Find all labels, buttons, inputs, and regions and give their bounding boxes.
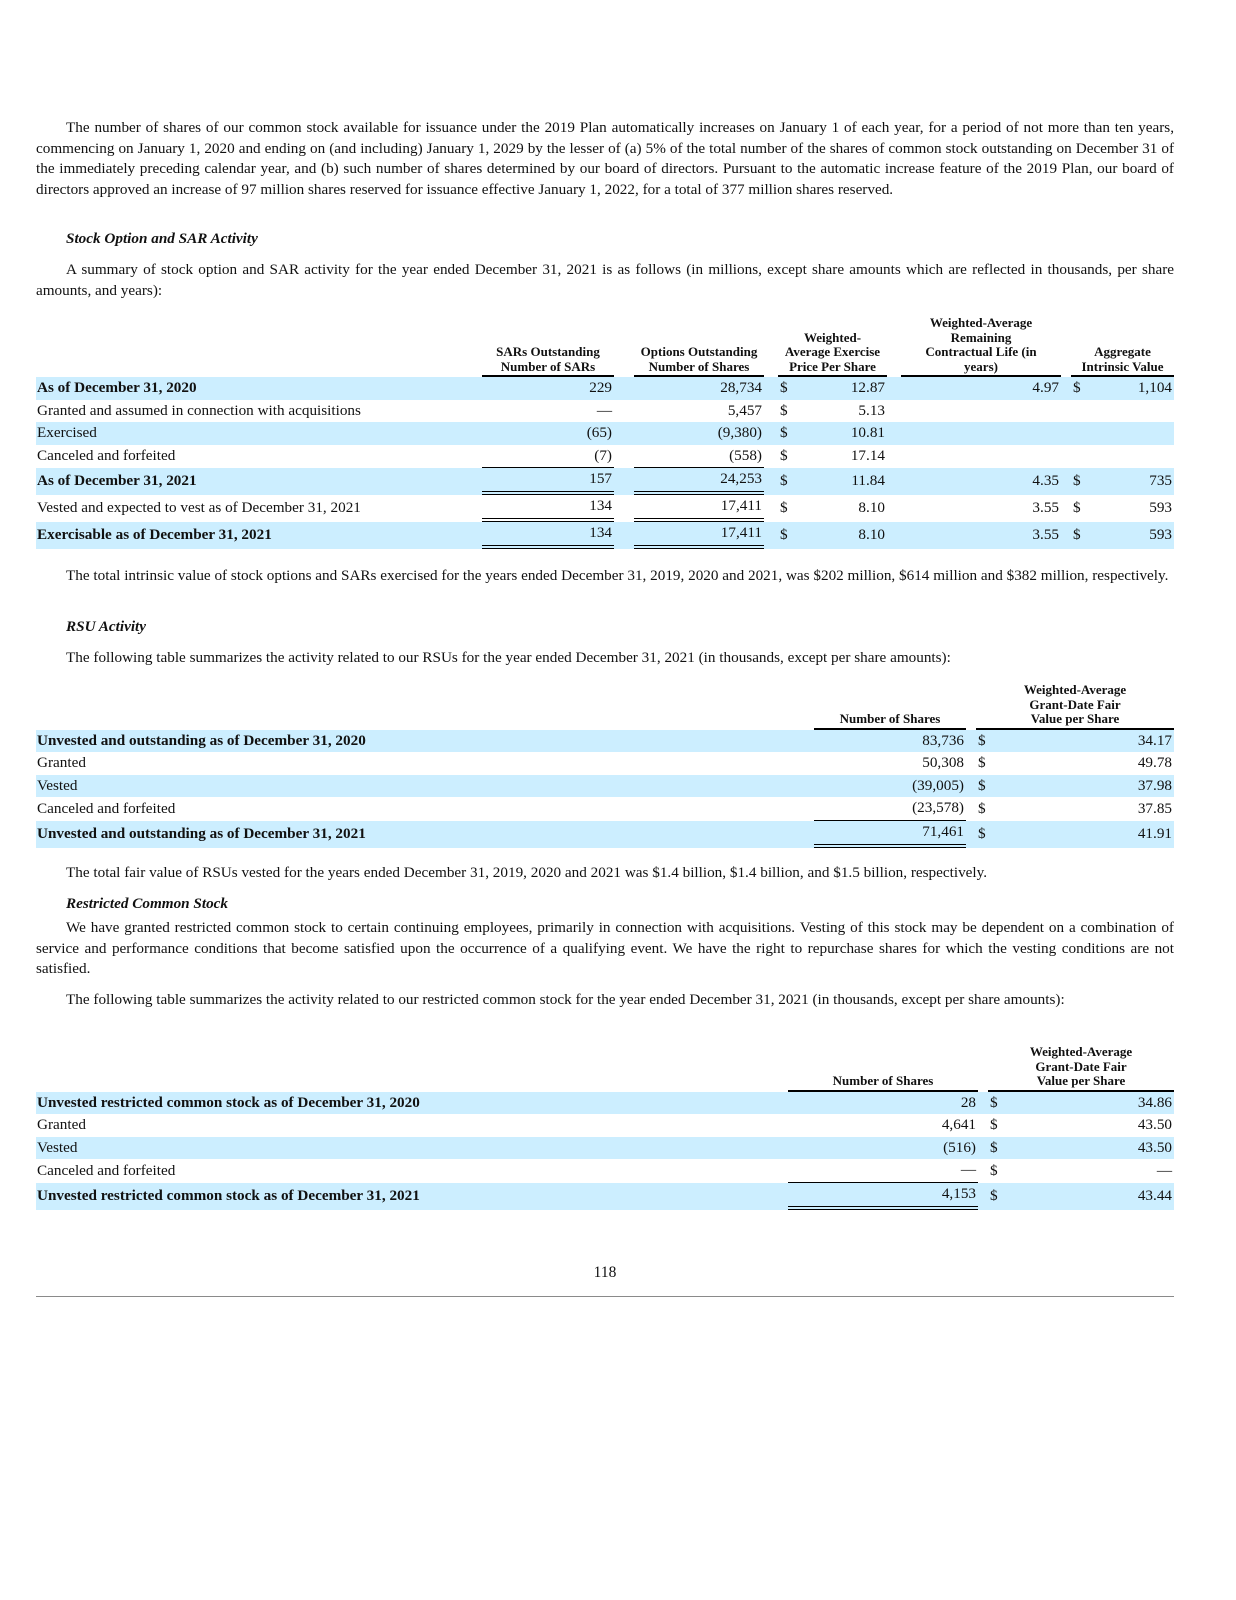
contractual-life-value: 3.55 bbox=[1032, 499, 1059, 516]
contractual-life-value: 3.55 bbox=[901, 522, 1061, 549]
fair-value: 37.85 bbox=[1137, 799, 1172, 817]
stock-option-table bbox=[36, 316, 1174, 549]
row-label: Canceled and forfeited bbox=[37, 447, 176, 465]
currency-symbol: $ bbox=[988, 1183, 1012, 1210]
currency-symbol: $ bbox=[978, 799, 986, 817]
contractual-life-value: 4.35 bbox=[901, 468, 1061, 495]
options-value: (9,380) bbox=[634, 422, 764, 445]
currency-symbol: $ bbox=[988, 1137, 1012, 1160]
stock-option-section bbox=[36, 229, 1174, 249]
currency-symbol: $ bbox=[990, 1116, 998, 1134]
restricted-stock-table bbox=[36, 1045, 1174, 1210]
currency-symbol: $ bbox=[778, 377, 802, 400]
shares-value: 50,308 bbox=[922, 754, 964, 772]
exercise-price-value: 11.84 bbox=[802, 468, 887, 495]
fair-value: 49.78 bbox=[1137, 754, 1172, 772]
shares-value: 28 bbox=[788, 1092, 978, 1115]
exercise-price-value: 10.81 bbox=[802, 422, 887, 445]
table-row bbox=[36, 1114, 1174, 1137]
restricted-stock-heading: Restricted Common Stock bbox=[66, 895, 229, 912]
options-value: 17,411 bbox=[634, 522, 764, 549]
currency-symbol: $ bbox=[976, 775, 1000, 798]
fair-value: 34.17 bbox=[1000, 730, 1174, 753]
contractual-life-value bbox=[901, 422, 1061, 445]
row-label: Granted bbox=[37, 1116, 86, 1134]
currency-symbol: $ bbox=[778, 422, 802, 445]
intrinsic-value: 593 bbox=[1149, 499, 1172, 516]
rsu-footnote: The total fair value of RSUs vested for the years ended December 31, 2019, 2020 and 2021 was $1.4 billion, $1.4 billion, and $1.5 billion, respectively. bbox=[66, 864, 988, 881]
restricted-stock-paragraph: We have granted restricted common stock to certain continuing employees, primarily in connection with acquisitions. Vesting of this stock may be dependent on a combination of service and performance conditions that become satisfied upon the occurrence of a qualifying event. We have the right to repurchase shares for which the vesting conditions are not satisfied. bbox=[36, 919, 1174, 977]
row-label: As of December 31, 2020 bbox=[36, 377, 482, 400]
table-row bbox=[36, 422, 1174, 445]
options-value: 17,411 bbox=[634, 495, 764, 522]
currency-symbol: $ bbox=[976, 821, 1000, 848]
currency-symbol bbox=[1071, 445, 1095, 469]
row-label: Unvested and outstanding as of December 31, 2020 bbox=[36, 730, 814, 753]
sars-value: — bbox=[596, 401, 612, 419]
header-exercise-price: Weighted- Average Exercise Price Per Share bbox=[778, 316, 887, 377]
stock-option-footnote: The total intrinsic value of stock options and SARs exercised for the years ended December 31, 2019, 2020 and 2021, was $202 million, $614 million and $382 million, respectively. bbox=[66, 567, 1169, 584]
table-row bbox=[36, 400, 1174, 423]
currency-symbol: $ bbox=[976, 730, 1000, 753]
fair-value: 34.86 bbox=[1012, 1092, 1174, 1115]
header-sars: SARs Outstanding Number of SARs bbox=[482, 316, 614, 377]
sars-value: (7) bbox=[482, 445, 614, 469]
plan-increase-section bbox=[36, 118, 1174, 200]
sars-value: 134 bbox=[482, 522, 614, 549]
currency-symbol: $ bbox=[778, 522, 802, 549]
intrinsic-value: 593 bbox=[1095, 522, 1174, 549]
footer-divider bbox=[36, 1296, 1174, 1297]
rsu-heading: RSU Activity bbox=[66, 618, 147, 635]
restricted-stock-section bbox=[36, 894, 1174, 914]
options-value: (558) bbox=[634, 445, 764, 469]
table-row bbox=[36, 468, 1174, 495]
sars-value: 229 bbox=[482, 377, 614, 400]
intrinsic-value: 1,104 bbox=[1095, 377, 1174, 400]
row-label: Vested bbox=[36, 775, 814, 798]
row-label: Unvested restricted common stock as of December 31, 2020 bbox=[36, 1092, 788, 1115]
restricted-header-row bbox=[36, 1045, 1174, 1092]
currency-symbol bbox=[1071, 400, 1095, 423]
header-contractual-life: Weighted-Average Remaining Contractual Life (in years) bbox=[901, 316, 1061, 377]
header-number-of-shares: Number of Shares bbox=[788, 1045, 978, 1092]
options-value: 28,734 bbox=[634, 377, 764, 400]
shares-value: (39,005) bbox=[814, 775, 966, 798]
sars-value: 134 bbox=[482, 495, 614, 522]
rsu-header-row bbox=[36, 683, 1174, 730]
shares-value: 83,736 bbox=[814, 730, 966, 753]
currency-symbol: $ bbox=[988, 1092, 1012, 1115]
table-row bbox=[36, 730, 1174, 753]
shares-value: 4,153 bbox=[788, 1183, 978, 1210]
stock-option-heading: Stock Option and SAR Activity bbox=[66, 230, 258, 247]
table-row bbox=[36, 522, 1174, 549]
exercise-price-value: 5.13 bbox=[858, 401, 885, 419]
row-label: Unvested and outstanding as of December 31, 2021 bbox=[36, 821, 814, 848]
rsu-section bbox=[36, 617, 1174, 637]
row-label: As of December 31, 2021 bbox=[36, 468, 482, 495]
currency-symbol: $ bbox=[978, 754, 986, 772]
table-row bbox=[36, 797, 1174, 821]
row-label: Unvested restricted common stock as of December 31, 2021 bbox=[36, 1183, 788, 1210]
table-row bbox=[36, 752, 1174, 775]
intro-paragraph: The number of shares of our common stock available for issuance under the 2019 Plan automatically increases on January 1 of each year, for a period of not more than ten years, commencing on January 1, 2020 and ending on (and including) January 1, 2029 by the lesser of (a) 5% of the total number of the shares of common stock outstanding on December 31 of the immediately preceding calendar year, and (b) such number of shares determined by our board of directors. Pursuant to the automatic increase feature of the 2019 Plan, our board of directors approved an increase of 97 million shares reserved for issuance effective January 1, 2022, for a total of 377 million shares reserved. bbox=[36, 119, 1174, 198]
table-row bbox=[36, 1159, 1174, 1183]
currency-symbol: $ bbox=[780, 499, 788, 516]
stock-option-header-row bbox=[36, 316, 1174, 377]
currency-symbol: $ bbox=[1071, 522, 1095, 549]
rsu-intro: The following table summarizes the activity related to our RSUs for the year ended December 31, 2021 (in thousands, except per share amounts): bbox=[66, 649, 951, 666]
intrinsic-value bbox=[1095, 445, 1174, 469]
currency-symbol: $ bbox=[780, 401, 788, 419]
contractual-life-value bbox=[901, 400, 1061, 423]
fair-value: 43.50 bbox=[1137, 1116, 1172, 1134]
currency-symbol: $ bbox=[1071, 377, 1095, 400]
table-row bbox=[36, 495, 1174, 522]
shares-value: 71,461 bbox=[814, 821, 966, 848]
row-label: Granted bbox=[37, 754, 86, 772]
currency-symbol: $ bbox=[778, 468, 802, 495]
contractual-life-value bbox=[901, 445, 1061, 469]
fair-value: — bbox=[1156, 1161, 1172, 1179]
sars-value: (65) bbox=[482, 422, 614, 445]
fair-value: 43.44 bbox=[1012, 1183, 1174, 1210]
stock-option-intro: A summary of stock option and SAR activity for the year ended December 31, 2021 is as follows (in millions, except share amounts which are reflected in thousands, per share amounts, and years): bbox=[36, 261, 1174, 299]
row-label: Canceled and forfeited bbox=[37, 1161, 176, 1179]
header-intrinsic-value: Aggregate Intrinsic Value bbox=[1071, 316, 1174, 377]
currency-symbol: $ bbox=[780, 447, 788, 465]
row-label: Vested and expected to vest as of December 31, 2021 bbox=[37, 499, 361, 516]
intrinsic-value: 735 bbox=[1095, 468, 1174, 495]
table-row bbox=[36, 445, 1174, 469]
exercise-price-value: 8.10 bbox=[802, 522, 887, 549]
table-row bbox=[36, 775, 1174, 798]
currency-symbol: $ bbox=[1073, 499, 1081, 516]
restricted-stock-intro: The following table summarizes the activity related to our restricted common stock for the year ended December 31, 2021 (in thousands, except per share amounts): bbox=[66, 991, 1065, 1008]
currency-symbol: $ bbox=[1071, 468, 1095, 495]
options-value: 24,253 bbox=[634, 468, 764, 495]
sars-value: 157 bbox=[482, 468, 614, 495]
row-label: Canceled and forfeited bbox=[37, 799, 176, 817]
intrinsic-value bbox=[1095, 400, 1174, 423]
options-value: 5,457 bbox=[727, 401, 762, 419]
fair-value: 43.50 bbox=[1012, 1137, 1174, 1160]
row-label: Exercised bbox=[36, 422, 482, 445]
table-row bbox=[36, 1183, 1174, 1210]
fair-value: 37.98 bbox=[1000, 775, 1174, 798]
page-number: 118 bbox=[593, 1264, 617, 1281]
shares-value: (23,578) bbox=[814, 797, 966, 821]
row-label: Granted and assumed in connection with acquisitions bbox=[37, 401, 361, 419]
row-label: Vested bbox=[36, 1137, 788, 1160]
table-row bbox=[36, 1137, 1174, 1160]
intrinsic-value bbox=[1095, 422, 1174, 445]
exercise-price-value: 12.87 bbox=[802, 377, 887, 400]
header-options: Options Outstanding Number of Shares bbox=[634, 316, 764, 377]
currency-symbol bbox=[1071, 422, 1095, 445]
contractual-life-value: 4.97 bbox=[901, 377, 1061, 400]
table-row bbox=[36, 1092, 1174, 1115]
fair-value: 41.91 bbox=[1000, 821, 1174, 848]
currency-symbol: $ bbox=[990, 1161, 998, 1179]
rsu-table bbox=[36, 683, 1174, 848]
exercise-price-value: 17.14 bbox=[850, 447, 885, 465]
header-fair-value: Weighted-Average Grant-Date Fair Value per Share bbox=[988, 1045, 1174, 1092]
shares-value: (516) bbox=[788, 1137, 978, 1160]
table-row bbox=[36, 821, 1174, 848]
row-label: Exercisable as of December 31, 2021 bbox=[36, 522, 482, 549]
header-number-of-shares: Number of Shares bbox=[814, 683, 966, 730]
table-row bbox=[36, 377, 1174, 400]
shares-value: — bbox=[788, 1159, 978, 1183]
shares-value: 4,641 bbox=[941, 1116, 976, 1134]
exercise-price-value: 8.10 bbox=[858, 499, 885, 516]
header-fair-value: Weighted-Average Grant-Date Fair Value per Share bbox=[976, 683, 1174, 730]
